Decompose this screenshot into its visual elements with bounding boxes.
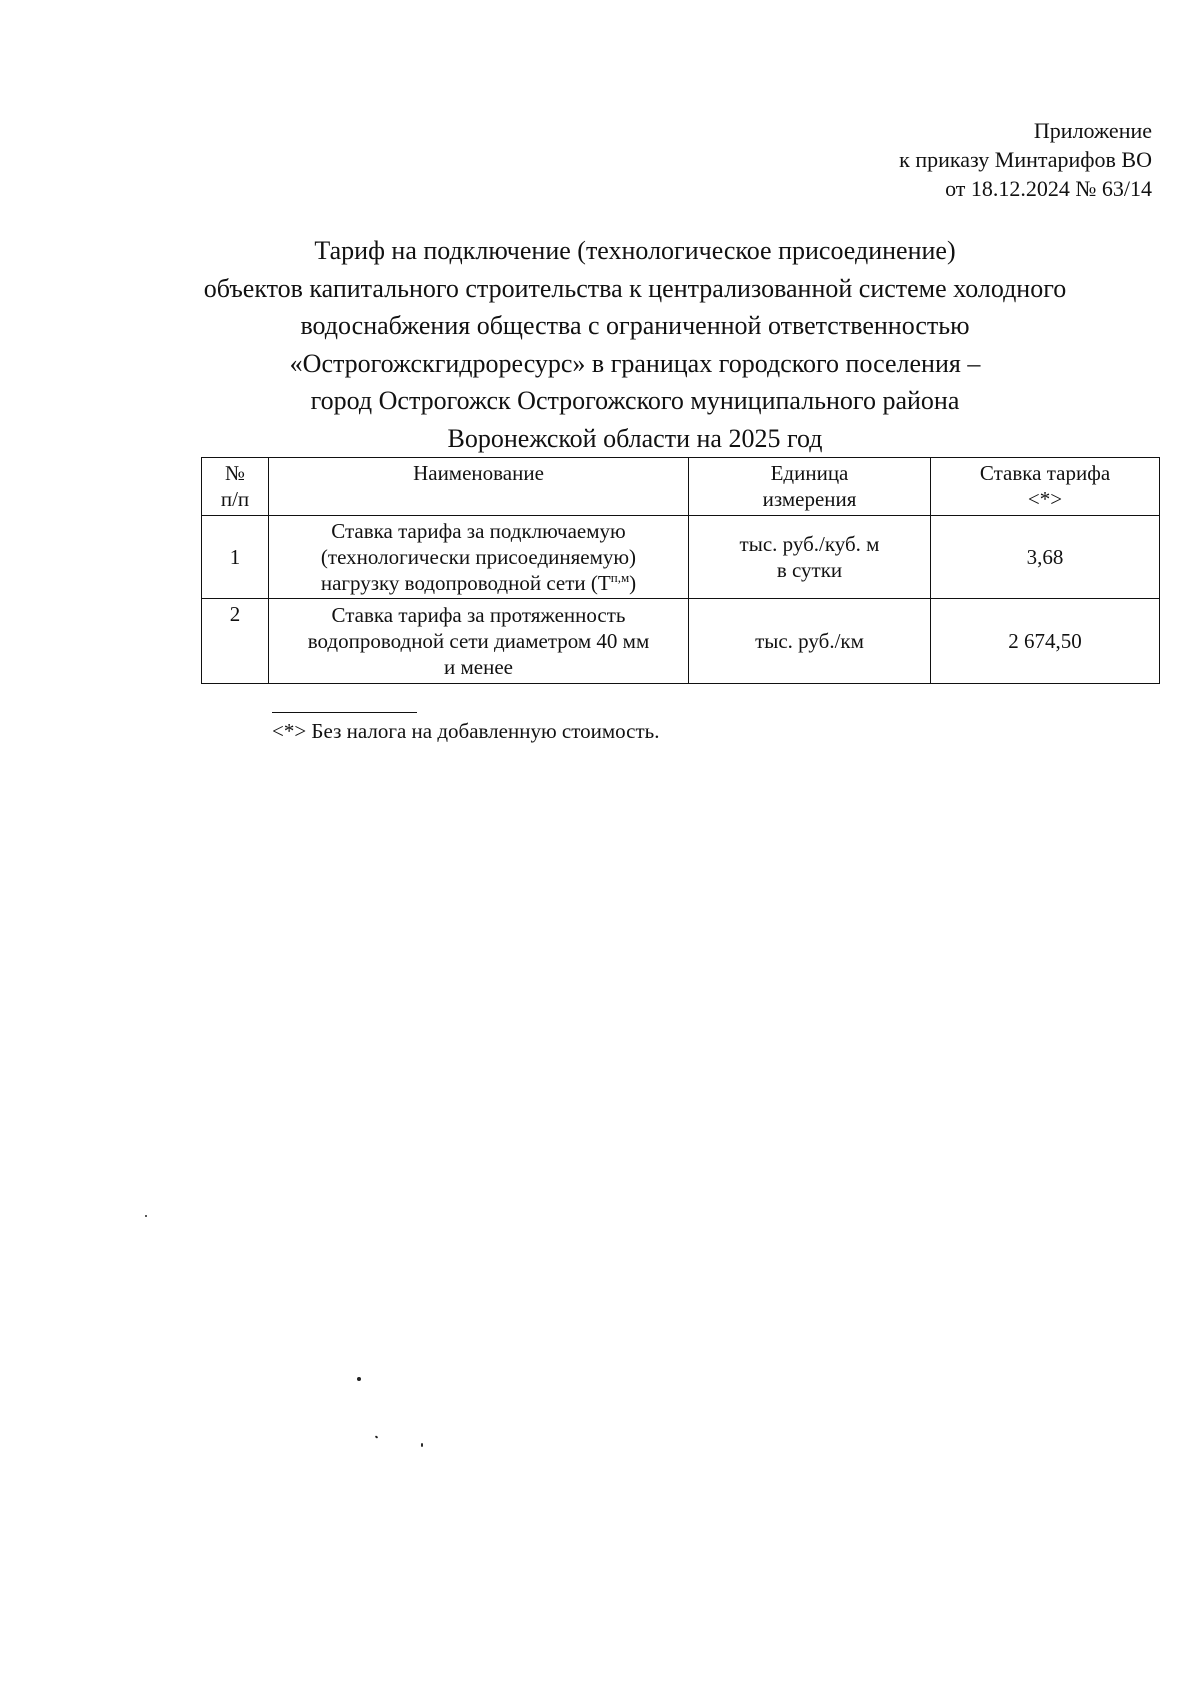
scan-speck bbox=[145, 1215, 147, 1217]
superscript: п,м bbox=[610, 570, 630, 585]
title-line: водоснабжения общества с ограниченной ответственностью bbox=[300, 311, 970, 340]
row-name: Ставка тарифа за протяженность водопроводной сети диаметром 40 мм и менее bbox=[269, 599, 689, 684]
row-number: 2 bbox=[202, 599, 269, 684]
row-unit: тыс. руб./км bbox=[689, 599, 931, 684]
title-line: Тариф на подключение (технологическое присоединение) bbox=[314, 236, 956, 265]
scan-speck bbox=[357, 1377, 361, 1381]
title-line: Воронежской области на 2025 год bbox=[447, 423, 823, 453]
tariff-table bbox=[201, 457, 1160, 684]
title-line: объектов капитального строительства к централизованной системе холодного bbox=[203, 273, 1067, 303]
appendix-order-ref: к приказу Минтарифов ВО bbox=[899, 147, 1152, 172]
title-line: город Острогожск Острогожского муниципального района bbox=[310, 386, 960, 415]
row-rate: 2 674,50 bbox=[931, 599, 1160, 684]
table-row bbox=[202, 599, 1160, 684]
row-unit: тыс. руб./куб. м в сутки bbox=[689, 516, 931, 599]
header-unit: Единица измерения bbox=[689, 458, 931, 516]
footnote-divider bbox=[272, 712, 417, 713]
row-rate: 3,68 bbox=[931, 516, 1160, 599]
table-row bbox=[202, 516, 1160, 599]
header-name: Наименование bbox=[269, 458, 689, 516]
scan-speck bbox=[375, 1435, 379, 1438]
row-number: 1 bbox=[202, 516, 269, 599]
appendix-order-date: от 18.12.2024 № 63/14 bbox=[945, 176, 1152, 201]
appendix-header bbox=[899, 116, 1152, 203]
title-line: «Острогожскгидроресурс» в границах городского поселения – bbox=[289, 348, 981, 378]
header-number: № п/п bbox=[202, 458, 269, 516]
row-name: Ставка тарифа за подключаемую (технологически присоединяемую) нагрузку водопроводной сети $(Т^{п,м})$ bbox=[269, 516, 689, 599]
table-header-row bbox=[202, 458, 1160, 516]
appendix-label: Приложение bbox=[1033, 118, 1152, 143]
footnote: <*> Без налога на добавленную стоимость. bbox=[272, 719, 660, 743]
document-title bbox=[190, 232, 1080, 457]
header-rate: Ставка тарифа <*> bbox=[931, 458, 1160, 516]
scan-speck bbox=[421, 1443, 423, 1447]
